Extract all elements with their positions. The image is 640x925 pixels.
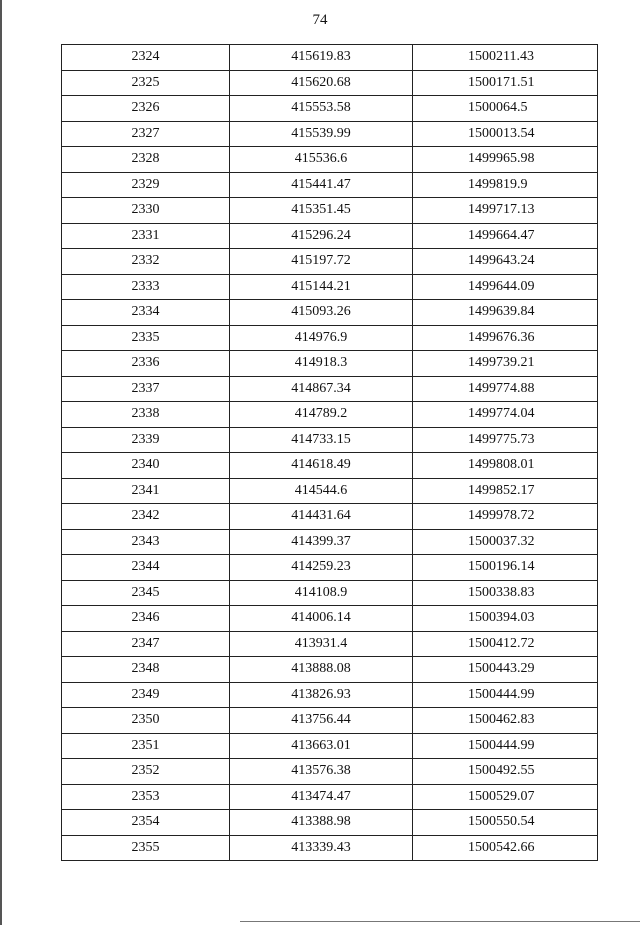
point-number-cell: 2333	[62, 274, 230, 300]
point-number-cell: 2355	[62, 835, 230, 861]
y-coordinate-cell: 1499978.72	[413, 504, 598, 530]
point-number-cell: 2344	[62, 555, 230, 581]
table-row	[62, 70, 598, 96]
y-coordinate-cell: 1499852.17	[413, 478, 598, 504]
x-coordinate-cell: 413888.08	[230, 657, 413, 683]
coordinates-table	[61, 44, 598, 861]
table-row	[62, 376, 598, 402]
table-row	[62, 606, 598, 632]
y-coordinate-cell: 1500529.07	[413, 784, 598, 810]
x-coordinate-cell: 413826.93	[230, 682, 413, 708]
x-coordinate-cell: 414918.3	[230, 351, 413, 377]
point-number-cell: 2330	[62, 198, 230, 224]
y-coordinate-cell: 1499775.73	[413, 427, 598, 453]
x-coordinate-cell: 415296.24	[230, 223, 413, 249]
scan-border-bottom	[240, 921, 640, 922]
table-row	[62, 172, 598, 198]
table-row	[62, 198, 598, 224]
point-number-cell: 2354	[62, 810, 230, 836]
y-coordinate-cell: 1499819.9	[413, 172, 598, 198]
y-coordinate-cell: 1500196.14	[413, 555, 598, 581]
table-row	[62, 810, 598, 836]
table-row	[62, 733, 598, 759]
page-number: 74	[312, 12, 328, 28]
table-row	[62, 453, 598, 479]
point-number-cell: 2340	[62, 453, 230, 479]
y-coordinate-cell: 1499644.09	[413, 274, 598, 300]
x-coordinate-cell: 415620.68	[230, 70, 413, 96]
y-coordinate-cell: 1499965.98	[413, 147, 598, 173]
table-row	[62, 504, 598, 530]
x-coordinate-cell: 414431.64	[230, 504, 413, 530]
table-row	[62, 147, 598, 173]
table-row	[62, 300, 598, 326]
y-coordinate-cell: 1500064.5	[413, 96, 598, 122]
table-row	[62, 835, 598, 861]
point-number-cell: 2342	[62, 504, 230, 530]
table-row	[62, 555, 598, 581]
x-coordinate-cell: 414259.23	[230, 555, 413, 581]
y-coordinate-cell: 1499774.88	[413, 376, 598, 402]
point-number-cell: 2332	[62, 249, 230, 275]
point-number-cell: 2343	[62, 529, 230, 555]
x-coordinate-cell: 415093.26	[230, 300, 413, 326]
y-coordinate-cell: 1500492.55	[413, 759, 598, 785]
x-coordinate-cell: 415536.6	[230, 147, 413, 173]
table-row	[62, 529, 598, 555]
y-coordinate-cell: 1500211.43	[413, 45, 598, 71]
point-number-cell: 2349	[62, 682, 230, 708]
x-coordinate-cell: 414544.6	[230, 478, 413, 504]
table-row	[62, 478, 598, 504]
y-coordinate-cell: 1500444.99	[413, 682, 598, 708]
x-coordinate-cell: 414789.2	[230, 402, 413, 428]
y-coordinate-cell: 1499774.04	[413, 402, 598, 428]
x-coordinate-cell: 415144.21	[230, 274, 413, 300]
point-number-cell: 2351	[62, 733, 230, 759]
y-coordinate-cell: 1499676.36	[413, 325, 598, 351]
y-coordinate-cell: 1500444.99	[413, 733, 598, 759]
x-coordinate-cell: 413474.47	[230, 784, 413, 810]
point-number-cell: 2331	[62, 223, 230, 249]
table-row	[62, 427, 598, 453]
point-number-cell: 2339	[62, 427, 230, 453]
table-row	[62, 274, 598, 300]
table-row	[62, 121, 598, 147]
y-coordinate-cell: 1500037.32	[413, 529, 598, 555]
x-coordinate-cell: 413388.98	[230, 810, 413, 836]
table-body	[62, 45, 598, 861]
x-coordinate-cell: 413931.4	[230, 631, 413, 657]
point-number-cell: 2345	[62, 580, 230, 606]
point-number-cell: 2325	[62, 70, 230, 96]
y-coordinate-cell: 1500338.83	[413, 580, 598, 606]
y-coordinate-cell: 1500542.66	[413, 835, 598, 861]
x-coordinate-cell: 413576.38	[230, 759, 413, 785]
table-row	[62, 708, 598, 734]
point-number-cell: 2336	[62, 351, 230, 377]
point-number-cell: 2348	[62, 657, 230, 683]
point-number-cell: 2353	[62, 784, 230, 810]
point-number-cell: 2346	[62, 606, 230, 632]
y-coordinate-cell: 1500443.29	[413, 657, 598, 683]
table-row	[62, 223, 598, 249]
table-row	[62, 351, 598, 377]
point-number-cell: 2329	[62, 172, 230, 198]
point-number-cell: 2326	[62, 96, 230, 122]
table-row	[62, 759, 598, 785]
y-coordinate-cell: 1500550.54	[413, 810, 598, 836]
x-coordinate-cell: 413339.43	[230, 835, 413, 861]
x-coordinate-cell: 414108.9	[230, 580, 413, 606]
y-coordinate-cell: 1499717.13	[413, 198, 598, 224]
point-number-cell: 2335	[62, 325, 230, 351]
scan-border-left	[0, 0, 2, 925]
x-coordinate-cell: 415539.99	[230, 121, 413, 147]
table-row	[62, 402, 598, 428]
x-coordinate-cell: 413663.01	[230, 733, 413, 759]
x-coordinate-cell: 413756.44	[230, 708, 413, 734]
y-coordinate-cell: 1500171.51	[413, 70, 598, 96]
point-number-cell: 2338	[62, 402, 230, 428]
table-row	[62, 45, 598, 71]
x-coordinate-cell: 415441.47	[230, 172, 413, 198]
point-number-cell: 2327	[62, 121, 230, 147]
table-row	[62, 682, 598, 708]
point-number-cell: 2334	[62, 300, 230, 326]
x-coordinate-cell: 415553.58	[230, 96, 413, 122]
x-coordinate-cell: 414399.37	[230, 529, 413, 555]
x-coordinate-cell: 415351.45	[230, 198, 413, 224]
y-coordinate-cell: 1499739.21	[413, 351, 598, 377]
y-coordinate-cell: 1499808.01	[413, 453, 598, 479]
point-number-cell: 2352	[62, 759, 230, 785]
y-coordinate-cell: 1500412.72	[413, 631, 598, 657]
x-coordinate-cell: 414618.49	[230, 453, 413, 479]
x-coordinate-cell: 414976.9	[230, 325, 413, 351]
table-row	[62, 249, 598, 275]
table-row	[62, 580, 598, 606]
y-coordinate-cell: 1500013.54	[413, 121, 598, 147]
x-coordinate-cell: 415619.83	[230, 45, 413, 71]
point-number-cell: 2324	[62, 45, 230, 71]
point-number-cell: 2328	[62, 147, 230, 173]
x-coordinate-cell: 415197.72	[230, 249, 413, 275]
point-number-cell: 2350	[62, 708, 230, 734]
x-coordinate-cell: 414867.34	[230, 376, 413, 402]
point-number-cell: 2347	[62, 631, 230, 657]
point-number-cell: 2337	[62, 376, 230, 402]
table-row	[62, 325, 598, 351]
x-coordinate-cell: 414006.14	[230, 606, 413, 632]
table-row	[62, 96, 598, 122]
y-coordinate-cell: 1500462.83	[413, 708, 598, 734]
table-row	[62, 784, 598, 810]
y-coordinate-cell: 1499639.84	[413, 300, 598, 326]
y-coordinate-cell: 1499643.24	[413, 249, 598, 275]
table-row	[62, 657, 598, 683]
y-coordinate-cell: 1500394.03	[413, 606, 598, 632]
table-row	[62, 631, 598, 657]
point-number-cell: 2341	[62, 478, 230, 504]
y-coordinate-cell: 1499664.47	[413, 223, 598, 249]
x-coordinate-cell: 414733.15	[230, 427, 413, 453]
